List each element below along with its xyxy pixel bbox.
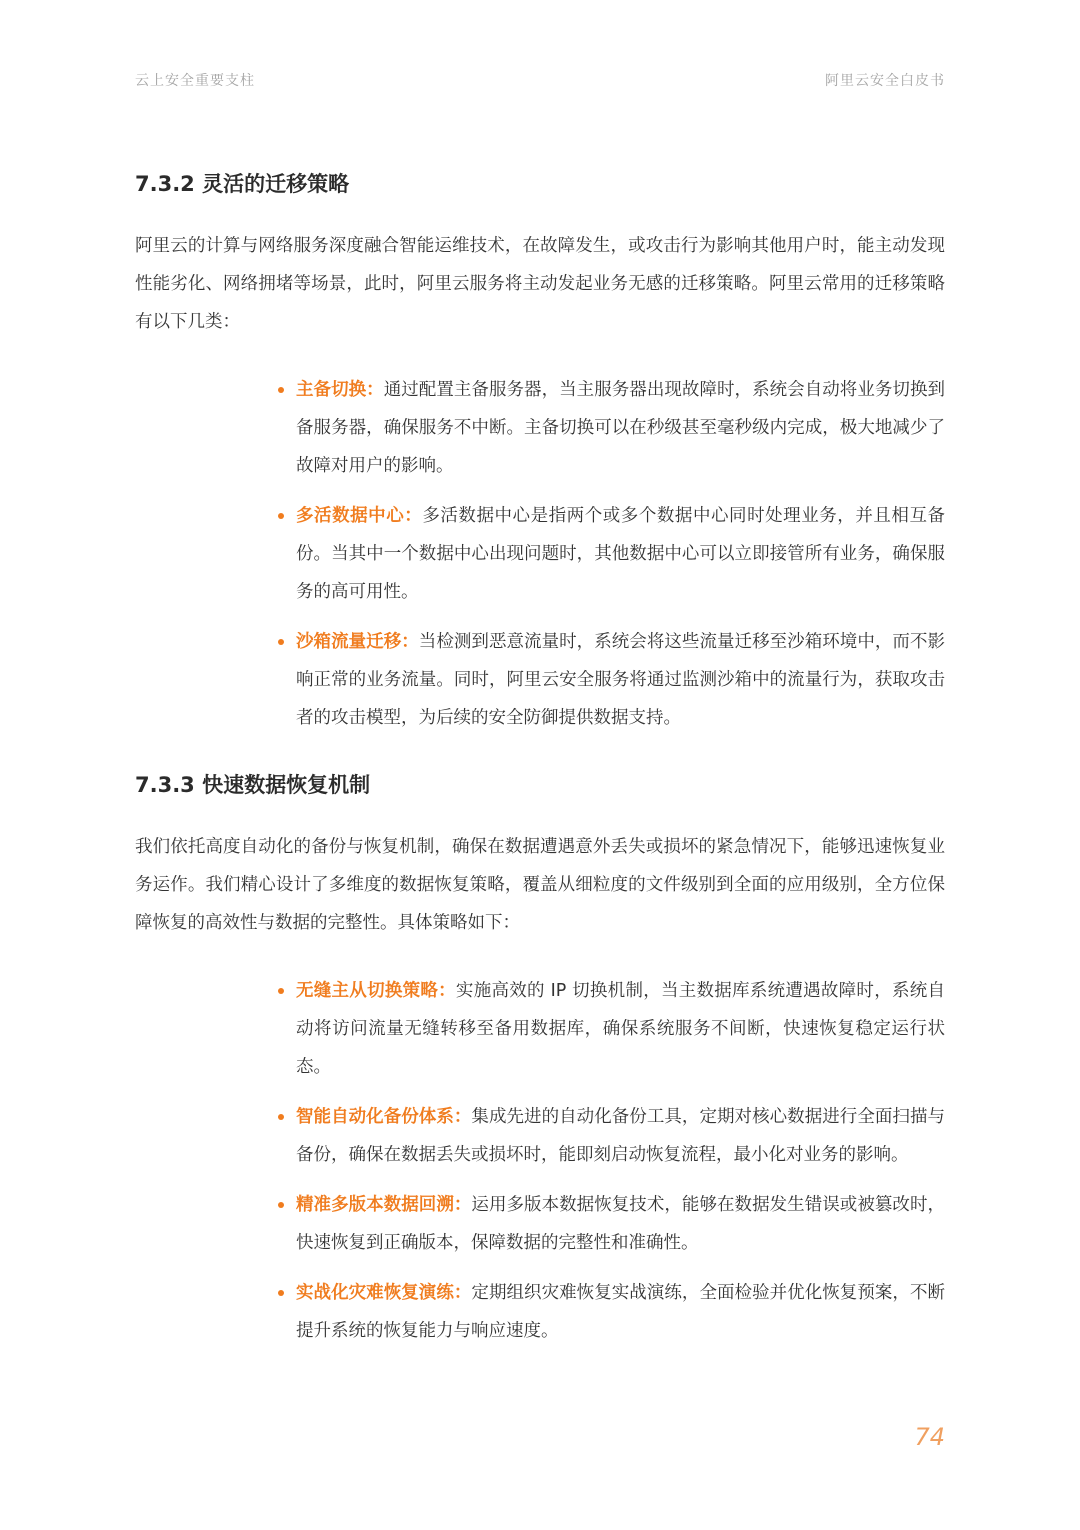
bullet-dot-icon [278, 513, 284, 519]
item-term: 智能自动化备份体系： [296, 1107, 472, 1127]
item-term: 沙箱流量迁移： [296, 632, 419, 652]
item-term: 实战化灾难恢复演练： [296, 1283, 472, 1303]
bullet-dot-icon [278, 1202, 284, 1208]
list-item [278, 1274, 945, 1350]
header-left: 云上安全重要支柱 [135, 73, 255, 89]
section-7-3-3-intro: 我们依托高度自动化的备份与恢复机制，确保在数据遭遇意外丢失或损坏的紧急情况下，能够迅速恢复业务运作。我们精心设计了多维度的数据恢复策略，覆盖从细粒度的文件级别到全面的应用级别，全方位保障恢复的高效性与数据的完整性。具体策略如下： [135, 837, 945, 933]
page-number: 74 [914, 1423, 945, 1451]
item-text: 运用多版本数据恢复技术，能够在数据发生错误或被篡改时，快速恢复到正确版本，保障数据的完整性和准确性。 [296, 1195, 946, 1253]
bullet-dot-icon [278, 1114, 284, 1120]
section-heading-7-3-3: 7.3.3 快速数据恢复机制 [135, 773, 371, 797]
list-item [278, 1186, 945, 1262]
section-7-3-2-intro: 阿里云的计算与网络服务深度融合智能运维技术，在故障发生，或攻击行为影响其他用户时，能主动发现性能劣化、网络拥堵等场景，此时，阿里云服务将主动发起业务无感的迁移策略。阿里云常用的迁移策略有以下几类： [135, 236, 945, 332]
item-text: 多活数据中心是指两个或多个数据中心同时处理业务，并且相互备份。当其中一个数据中心出现问题时，其他数据中心可以立即接管所有业务，确保服务的高可用性。 [296, 506, 946, 602]
bullet-dot-icon [278, 639, 284, 645]
list-item [278, 497, 945, 611]
item-text: 通过配置主备服务器，当主服务器出现故障时，系统会自动将业务切换到备服务器，确保服务不中断。主备切换可以在秒级甚至毫秒级内完成，极大地减少了故障对用户的影响。 [296, 380, 946, 476]
header-right: 阿里云安全白皮书 [825, 73, 945, 89]
running-header [135, 70, 945, 90]
list-item [278, 972, 945, 1086]
bullet-dot-icon [278, 1290, 284, 1296]
bullet-dot-icon [278, 387, 284, 393]
item-text: 定期组织灾难恢复实战演练，全面检验并优化恢复预案，不断提升系统的恢复能力与响应速度。 [296, 1283, 946, 1341]
item-term: 精准多版本数据回溯： [296, 1195, 472, 1215]
section-heading-7-3-2: 7.3.2 灵活的迁移策略 [135, 172, 350, 196]
list-item [278, 1098, 945, 1174]
recovery-strategy-list [278, 972, 945, 1350]
item-term: 无缝主从切换策略： [296, 981, 456, 1001]
migration-strategy-list [278, 371, 945, 737]
item-term: 多活数据中心： [296, 506, 423, 526]
list-item [278, 371, 945, 485]
item-text: 当检测到恶意流量时，系统会将这些流量迁移至沙箱环境中，而不影响正常的业务流量。同时，阿里云安全服务将通过监测沙箱中的流量行为，获取攻击者的攻击模型，为后续的安全防御提供数据支持。 [296, 632, 946, 728]
item-text: 集成先进的自动化备份工具，定期对核心数据进行全面扫描与备份，确保在数据丢失或损坏时，能即刻启动恢复流程，最小化对业务的影响。 [296, 1107, 946, 1165]
list-item [278, 623, 945, 737]
item-term: 主备切换： [296, 380, 384, 400]
item-text: 实施高效的 IP 切换机制，当主数据库系统遭遇故障时，系统自动将访问流量无缝转移至备用数据库，确保系统服务不间断，快速恢复稳定运行状态。 [296, 981, 946, 1077]
bullet-dot-icon [278, 988, 284, 994]
